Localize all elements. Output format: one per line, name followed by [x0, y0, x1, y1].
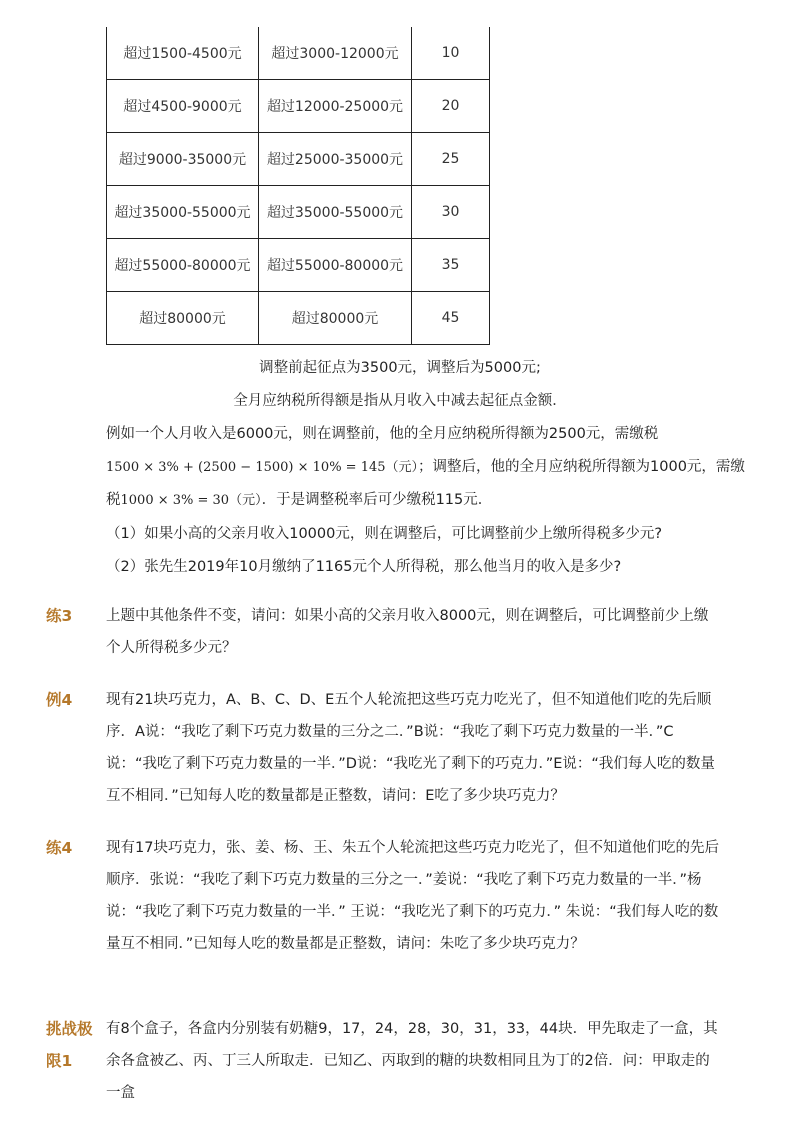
table-cell: 25 [412, 133, 490, 186]
table-row [107, 133, 490, 186]
table-cell: 超过12000-25000元 [259, 80, 412, 133]
section-label: 练3 [46, 607, 73, 625]
definition-note: 全月应纳税所得额是指从月收入中减去起征点金额． [233, 393, 567, 409]
section-label: 挑战极限1 [46, 1020, 93, 1070]
example-text: ．于是调整税率后可少缴税115元． [261, 492, 493, 508]
example-text: ；调整后，他的全月应纳税所得额为1000元，需缴 [418, 459, 745, 475]
section-text: 现有21块巧克力，A、B、C、D、E五个人轮流把这些巧克力吃光了，但不知道他们吃的先后顺序．A说：“我吃了剩下巧克力数量的三分之二．”B说：“我吃了剩下巧克力数量的一半．”C说：“我吃了剩下巧克力数量的一半．”D说：“我吃光了剩下的巧克力．”E说：“我们每人吃的数量互不相同．”已知每人吃的数量都是正整数，请问：E吃了多少块巧克力？ [106, 692, 715, 804]
table-cell: 45 [412, 292, 490, 345]
example-line [106, 455, 745, 476]
table-cell: 超过80000元 [107, 292, 259, 345]
table-row [107, 292, 490, 345]
tax-rate-table [106, 27, 490, 345]
section-label: 例4 [46, 691, 73, 709]
table-cell: 超过35000-55000元 [259, 186, 412, 239]
example-line [106, 488, 492, 509]
table-cell: 超过9000-35000元 [107, 133, 259, 186]
table-cell: 超过25000-35000元 [259, 133, 412, 186]
table-cell: 超过35000-55000元 [107, 186, 259, 239]
table-cell: 20 [412, 80, 490, 133]
table-row [107, 186, 490, 239]
table-cell: 超过55000-80000元 [107, 239, 259, 292]
table-cell: 超过80000元 [259, 292, 412, 345]
example-line: 例如一个人月收入是6000元，则在调整前，他的全月应纳税所得额为2500元，需缴税 [106, 426, 659, 442]
table-cell: 超过55000-80000元 [259, 239, 412, 292]
table-row [107, 80, 490, 133]
section-text: 上题中其他条件不变，请问：如果小高的父亲月收入8000元，则在调整后，可比调整前少上缴个人所得税多少元？ [106, 608, 709, 656]
question-2: （2）张先生2019年10月缴纳了1165元个人所得税，那么他当月的收入是多少? [106, 559, 622, 575]
threshold-note: 调整前起征点为3500元，调整后为5000元; [259, 360, 541, 376]
example-text: 税 [106, 492, 121, 508]
table-cell: 35 [412, 239, 490, 292]
table-row [107, 27, 490, 80]
section-label: 练4 [46, 839, 73, 857]
table-row [107, 239, 490, 292]
section-text: 有8个盒子，各盒内分别装有奶糖9，17，24，28，30，31，33，44块．甲先取走了一盒，其余各盒被乙、丙、丁三人所取走．已知乙、丙取到的糖的块数相同且为丁的2倍．问：甲取走的一盒 [106, 1021, 718, 1101]
table-cell: 10 [412, 27, 490, 80]
table-cell: 30 [412, 186, 490, 239]
table-cell: 超过4500-9000元 [107, 80, 259, 133]
table-cell: 超过1500-4500元 [107, 27, 259, 80]
table-cell: 超过3000-12000元 [259, 27, 412, 80]
section-text: 现有17块巧克力，张、姜、杨、王、朱五个人轮流把这些巧克力吃光了，但不知道他们吃的先后顺序．张说：“我吃了剩下巧克力数量的三分之一．”姜说：“我吃了剩下巧克力数量的一半．”杨说：“我吃了剩下巧克力数量的一半．” 王说：“我吃光了剩下的巧克力．” 朱说：“我们每人吃的数量互不相同．”已知每人吃的数量都是正整数，请问：朱吃了多少块巧克力？ [106, 840, 719, 952]
question-1: （1）如果小高的父亲月收入10000元，则在调整后，可比调整前少上缴所得税多少元? [106, 526, 663, 542]
formula: 1000 × 3% = 30（元） [120, 493, 262, 508]
formula: 1500 × 3% + (2500 − 1500) × 10% = 145（元） [106, 460, 419, 475]
